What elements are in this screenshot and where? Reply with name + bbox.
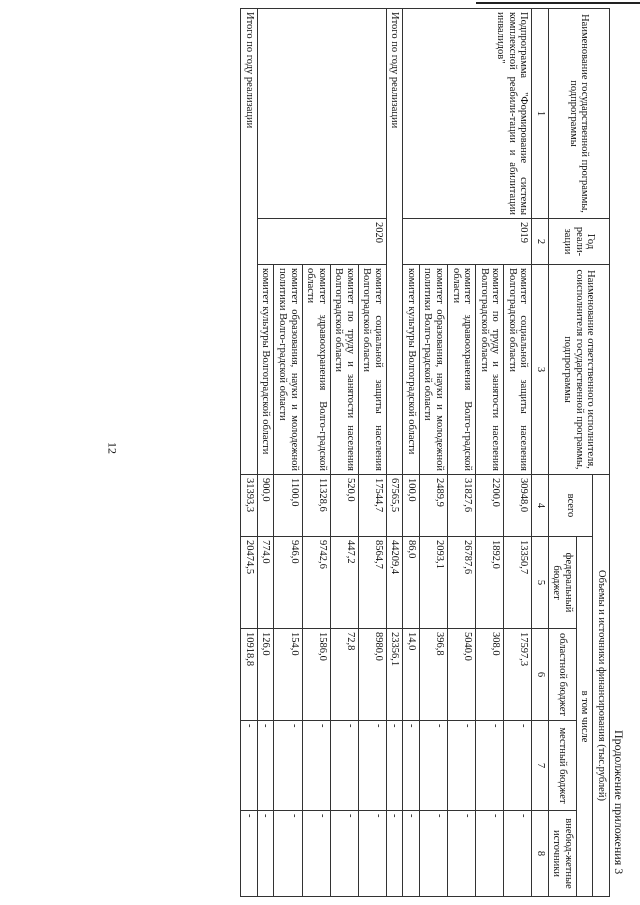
year-total-label: Итого по году реализации bbox=[386, 9, 403, 475]
header-regional: областной бюджет bbox=[548, 629, 576, 721]
extra-cell: - bbox=[386, 811, 403, 897]
total-cell: 900,0 bbox=[257, 475, 274, 537]
federal-cell: 1892,0 bbox=[476, 537, 504, 629]
local-cell: - bbox=[419, 721, 447, 811]
column-number: 8 bbox=[532, 811, 549, 897]
executor-cell: комитет по труду и занятости населения Волгоградской области bbox=[476, 265, 504, 475]
column-number: 5 bbox=[532, 537, 549, 629]
program-name: Подпрограмма "Формирование системы комплексной реабили-тации и абилитации инвалидов" bbox=[403, 9, 532, 219]
total-cell: 1100,0 bbox=[274, 475, 302, 537]
header-local: местный бюджет bbox=[548, 721, 576, 811]
column-number: 1 bbox=[532, 9, 549, 219]
total-cell: 30948,0 bbox=[504, 475, 532, 537]
total-cell: 31827,6 bbox=[447, 475, 475, 537]
extra-cell: - bbox=[419, 811, 447, 897]
year-cell: 2020 bbox=[257, 219, 386, 265]
table-row bbox=[358, 9, 386, 897]
regional-cell: 5040,0 bbox=[447, 629, 475, 721]
column-number: 4 bbox=[532, 475, 549, 537]
extra-cell: - bbox=[403, 811, 420, 897]
total-cell: 31393,3 bbox=[241, 475, 258, 537]
local-cell: - bbox=[386, 721, 403, 811]
executor-cell: комитет образования, науки и молодежной политики Волго-градской области bbox=[274, 265, 302, 475]
extra-cell: - bbox=[302, 811, 330, 897]
regional-cell: 10918,8 bbox=[241, 629, 258, 721]
executor-cell: комитет по труду и занятости населения Волгоградской области bbox=[330, 265, 358, 475]
total-cell: 100,0 bbox=[403, 475, 420, 537]
extra-cell: - bbox=[476, 811, 504, 897]
federal-cell: 86,0 bbox=[403, 537, 420, 629]
extra-cell: - bbox=[257, 811, 274, 897]
year-total-row bbox=[241, 9, 258, 897]
program-name-empty bbox=[257, 9, 386, 219]
total-cell: 11328,6 bbox=[302, 475, 330, 537]
column-number-row bbox=[532, 9, 549, 897]
federal-cell: 946,0 bbox=[274, 537, 302, 629]
regional-cell: 126,0 bbox=[257, 629, 274, 721]
column-number: 6 bbox=[532, 629, 549, 721]
total-cell: 2200,0 bbox=[476, 475, 504, 537]
total-cell: 2489,9 bbox=[419, 475, 447, 537]
regional-cell: 154,0 bbox=[274, 629, 302, 721]
column-number: 2 bbox=[532, 219, 549, 265]
regional-cell: 17597,3 bbox=[504, 629, 532, 721]
extra-cell: - bbox=[504, 811, 532, 897]
header-program: Наименование государственной программы, подпрограммы bbox=[548, 9, 609, 219]
header-federal: федеральный бюджет bbox=[548, 537, 576, 629]
federal-cell: 44209,4 bbox=[386, 537, 403, 629]
column-number: 7 bbox=[532, 721, 549, 811]
year-total-label: Итого по году реализации bbox=[241, 9, 258, 475]
federal-cell: 26787,6 bbox=[447, 537, 475, 629]
local-cell: - bbox=[447, 721, 475, 811]
extra-cell: - bbox=[447, 811, 475, 897]
regional-cell: 8980,0 bbox=[358, 629, 386, 721]
federal-cell: 9742,6 bbox=[302, 537, 330, 629]
executor-cell: комитет социальной защиты населения Волгоградской области bbox=[504, 265, 532, 475]
table-body bbox=[241, 9, 532, 897]
extra-cell: - bbox=[358, 811, 386, 897]
header-executor: Наименование ответственного исполнителя, соисполнителя государственной программы, подпрограммы bbox=[548, 265, 609, 475]
header-total: всего bbox=[548, 475, 593, 537]
federal-cell: 13350,7 bbox=[504, 537, 532, 629]
total-cell: 17544,7 bbox=[358, 475, 386, 537]
local-cell: - bbox=[403, 721, 420, 811]
table-header bbox=[532, 9, 610, 897]
local-cell: - bbox=[358, 721, 386, 811]
executor-cell: комитет социальной защиты населения Волгоградской области bbox=[358, 265, 386, 475]
federal-cell: 447,2 bbox=[330, 537, 358, 629]
total-cell: 520,0 bbox=[330, 475, 358, 537]
local-cell: - bbox=[257, 721, 274, 811]
page-number: 12 bbox=[105, 442, 120, 454]
continuation-note: Продолжение приложения 3 bbox=[612, 730, 626, 875]
local-cell: - bbox=[330, 721, 358, 811]
federal-cell: 20474,5 bbox=[241, 537, 258, 629]
year-total-row bbox=[386, 9, 403, 897]
local-cell: - bbox=[274, 721, 302, 811]
executor-cell: комитет здравоохранения Волго-градской области bbox=[447, 265, 475, 475]
federal-cell: 8564,7 bbox=[358, 537, 386, 629]
extra-cell: - bbox=[274, 811, 302, 897]
regional-cell: 1586,0 bbox=[302, 629, 330, 721]
header-year: Год реали-зации bbox=[548, 219, 609, 265]
financing-table bbox=[240, 8, 610, 897]
header-including: в том числе bbox=[576, 537, 593, 897]
federal-cell: 2093,1 bbox=[419, 537, 447, 629]
extra-cell: - bbox=[241, 811, 258, 897]
regional-cell: 396,8 bbox=[419, 629, 447, 721]
extra-cell: - bbox=[330, 811, 358, 897]
executor-cell: комитет здравоохранения Волго-градской области bbox=[302, 265, 330, 475]
executor-cell: комитет образования, науки и молодежной политики Волго-градской области bbox=[419, 265, 447, 475]
table-row bbox=[504, 9, 532, 897]
header-financing: Объемы и источники финансирования (тыс.рублей) bbox=[593, 475, 610, 897]
executor-cell: комитет культуры Волгоградской области bbox=[257, 265, 274, 475]
year-cell: 2019 bbox=[403, 219, 532, 265]
local-cell: - bbox=[241, 721, 258, 811]
total-cell: 67565,5 bbox=[386, 475, 403, 537]
federal-cell: 774,0 bbox=[257, 537, 274, 629]
regional-cell: 23356,1 bbox=[386, 629, 403, 721]
regional-cell: 14,0 bbox=[403, 629, 420, 721]
regional-cell: 72,8 bbox=[330, 629, 358, 721]
executor-cell: комитет культуры Волгоградской области bbox=[403, 265, 420, 475]
local-cell: - bbox=[476, 721, 504, 811]
header-extrabudget: внебюд-жетные источники bbox=[548, 811, 576, 897]
local-cell: - bbox=[504, 721, 532, 811]
local-cell: - bbox=[302, 721, 330, 811]
column-number: 3 bbox=[532, 265, 549, 475]
regional-cell: 308,0 bbox=[476, 629, 504, 721]
